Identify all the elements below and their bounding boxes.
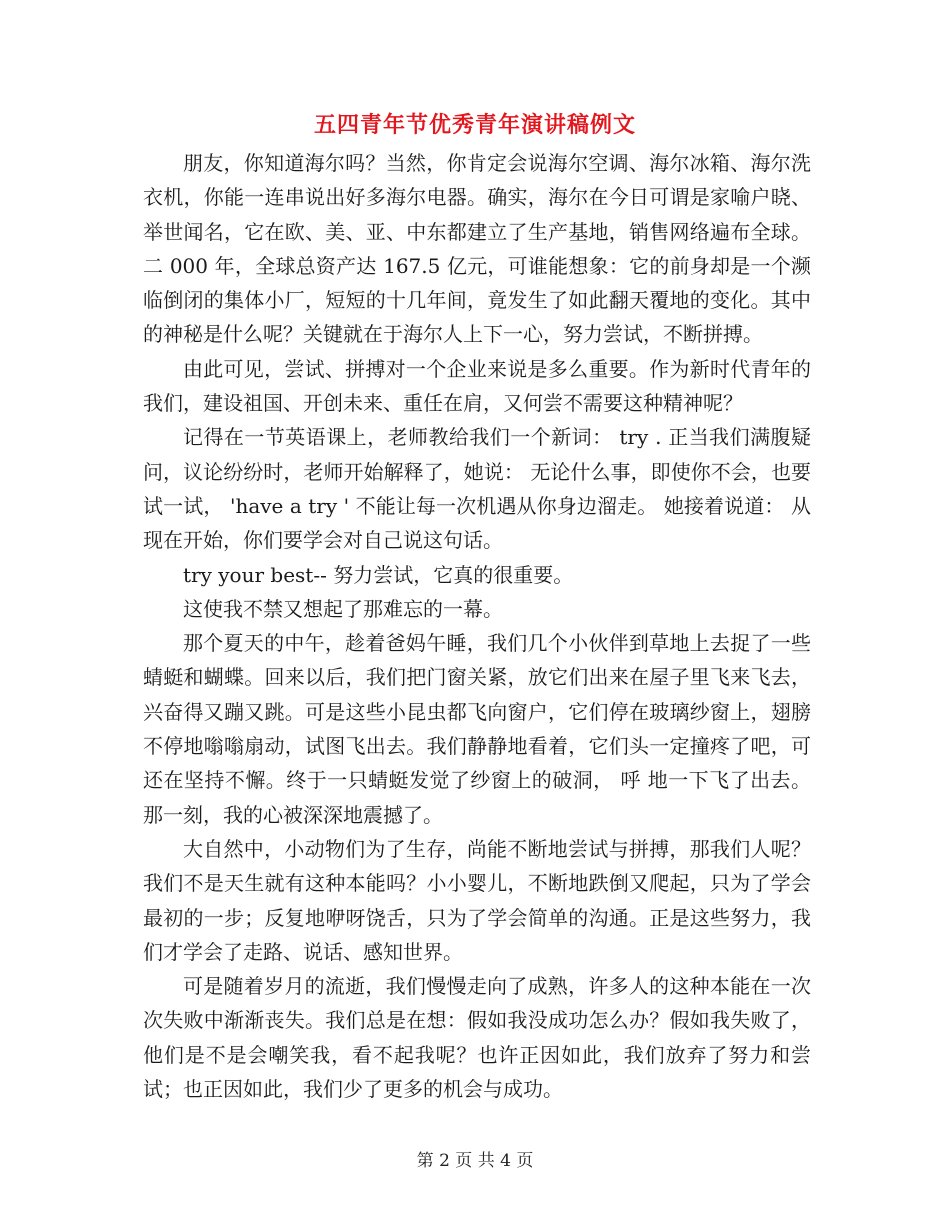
paragraph: 记得在一节英语课上，老师教给我们一个新词： try . 正当我们满腹疑问，议论纷纷时，老师开始解释了，她说： 无论什么事，即使你不会，也要试一试， 'have a try ' 不能让每一次机遇从你身边溜走。 她接着说道： 从现在开始，你们要学会对自己说这句话。 [143,425,811,553]
paragraph: 可是随着岁月的流逝，我们慢慢走向了成熟，许多人的这种本能在一次次失败中渐渐丧失。我们总是在想：假如我没成功怎么办？假如我失败了，他们是不是会嘲笑我，看不起我呢？也许正因如此，我们放弃了努力和尝试；也正因如此，我们少了更多的机会与成功。 [143,974,811,1102]
paragraph: try your best-- 努力尝试，它真的很重要。 [183,562,574,587]
paragraph: 大自然中，小动物们为了生存，尚能不断地尝试与拼搏，那我们人呢？我们不是天生就有这种本能吗？小小婴儿，不断地跌倒又爬起，只为了学会最初的一步；反复地咿呀饶舌，只为了学会简单的沟通。正是这些努力，我们才学会了走路、说话、感知世界。 [143,836,811,964]
paragraph: 朋友，你知道海尔吗？当然，你肯定会说海尔空调、海尔冰箱、海尔洗衣机，你能一连串说出好多海尔电器。确实，海尔在今日可谓是家喻户晓、举世闻名，它在欧、美、亚、中东都建立了生产基地，销售网络遍布全球。二 000 年，全球总资产达 167.5 亿元，可谁能想象：它的前身却是一个濒临倒闭的集体小厂，短短的十几年间，竟发生了如此翻天覆地的变化。其中的神秘是什么呢？关键就在于海尔人上下一心，努力尝试，不断拼搏。 [143,151,811,347]
paragraph: 那个夏天的中午，趁着爸妈午睡，我们几个小伙伴到草地上去捉了一些蜻蜓和蝴蝶。回来以后，我们把门窗关紧，放它们出来在屋子里飞来飞去，兴奋得又蹦又跳。可是这些小昆虫都飞向窗户，它们停在玻璃纱窗上，翅膀不停地嗡嗡扇动，试图飞出去。我们静静地看着，它们头一定撞疼了吧，可还在坚持不懈。终于一只蜻蜓发觉了纱窗上的破洞， 呼 地一下飞了出去。那一刻，我的心被深深地震撼了。 [143,631,811,827]
document-body [143,146,811,1106]
paragraph: 这使我不禁又想起了那难忘的一幕。 [183,596,503,621]
page-number-footer: 第 2 页 共 4 页 [416,1151,534,1171]
paragraph: 由此可见，尝试、拼搏对一个企业来说是多么重要。作为新时代青年的我们，建设祖国、开创未来、重任在肩，又何尝不需要这种精神呢？ [143,356,811,416]
document-title: 五四青年节优秀青年演讲稿例文 [313,112,636,138]
